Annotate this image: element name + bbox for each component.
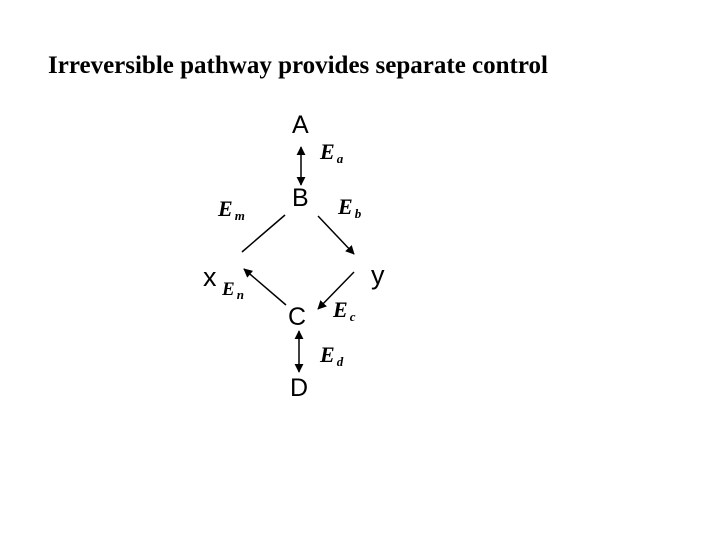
slide-title: Irreversible pathway provides separate control: [48, 52, 548, 79]
enzyme-ea-base: E: [320, 139, 335, 164]
enzyme-en-sub: n: [236, 287, 244, 302]
enzyme-en-base: E: [222, 279, 235, 300]
enzyme-ed-base: E: [320, 342, 335, 367]
enzyme-ed-label: [320, 344, 343, 368]
arrow-b-to-x: [242, 215, 285, 252]
enzyme-ec-sub: c: [349, 309, 356, 324]
enzyme-eb-sub: b: [354, 206, 362, 221]
node-x: x: [203, 262, 217, 292]
arrow-b-to-y: [318, 216, 354, 254]
enzyme-eb-base: E: [338, 194, 353, 219]
node-b: B: [292, 184, 309, 212]
enzyme-em-base: E: [218, 196, 233, 221]
enzyme-em-label: [218, 198, 245, 222]
node-a: A: [292, 111, 309, 139]
node-c: C: [288, 303, 307, 331]
enzyme-ea-sub: a: [336, 151, 344, 166]
enzyme-ec-label: [333, 299, 355, 323]
enzyme-ed-sub: d: [336, 354, 344, 369]
enzyme-ec-base: E: [333, 297, 348, 322]
enzyme-em-sub: m: [234, 208, 245, 223]
node-d: D: [290, 374, 309, 402]
enzyme-en-label: [222, 280, 244, 301]
enzyme-eb-label: [338, 196, 361, 220]
enzyme-ea-label: [320, 141, 343, 165]
node-y: y: [371, 260, 385, 290]
arrow-c-to-x: [244, 269, 286, 305]
